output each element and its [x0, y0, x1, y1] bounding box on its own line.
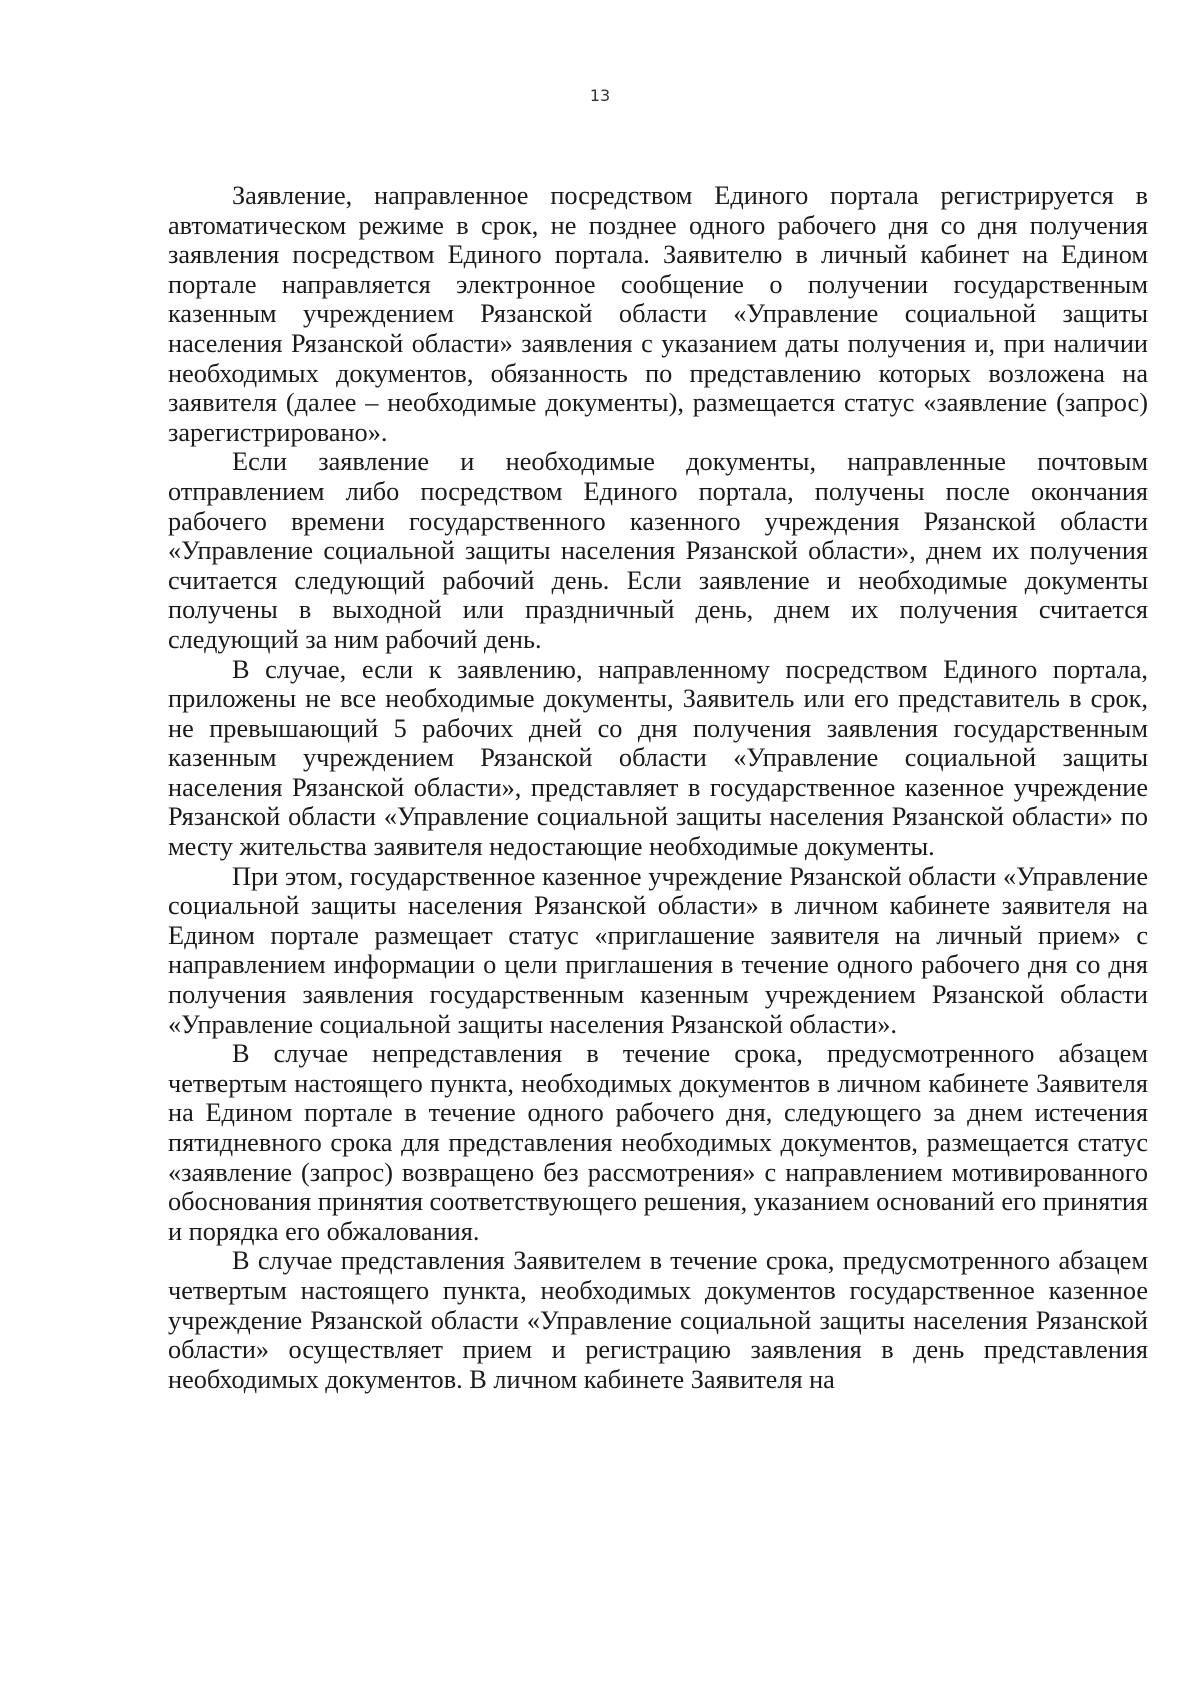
paragraph-registration: Заявление, направленное посредством Единого портала регистрируется в автоматическом режиме в срок, не позднее одного рабочего дня со дня получения заявления посредством Единого портала. Заявителю в личный кабинет на Едином портале направляется электронное сообщение о получении государственным казенным учреждением Рязанской области «Управление социальной защиты населения Рязанской области» заявления с указанием даты получения и, при наличии необходимых документов, обязанность по представлению которых возложена на заявителя (далее – необходимые документы), размещается статус «заявление (запрос) зарегистрировано».: [168, 181, 1148, 447]
paragraph-submission: В случае представления Заявителем в течение срока, предусмотренного абзацем четвертым настоящего пункта, необходимых документов государственное казенное учреждение Рязанской области «Управление социальной защиты населения Рязанской области» осуществляет прием и регистрацию заявления в день представления необходимых документов. В личном кабинете Заявителя на: [168, 1246, 1148, 1394]
paragraph-invitation: При этом, государственное казенное учреждение Рязанской области «Управление социальной защиты населения Рязанской области» в личном кабинете заявителя на Едином портале размещает статус «приглашение заявителя на личный прием» с направлением информации о цели приглашения в течение одного рабочего дня со дня получения заявления государственным казенным учреждением Рязанской области «Управление социальной защиты населения Рязанской области».: [168, 861, 1148, 1039]
paragraph-non-submission: В случае непредставления в течение срока, предусмотренного абзацем четвертым настоящего пункта, необходимых документов в личном кабинете Заявителя на Едином портале в течение одного рабочего дня, следующего за днем истечения пятидневного срока для представления необходимых документов, размещается статус «заявление (запрос) возвращено без рассмотрения» с направлением мотивированного обоснования принятия соответствующего решения, указанием оснований его принятия и порядка его обжалования.: [168, 1039, 1148, 1246]
document-body: [168, 181, 1148, 1394]
paragraph-missing-documents: В случае, если к заявлению, направленному посредством Единого портала, приложены не все необходимые документы, Заявитель или его представитель в срок, не превышающий 5 рабочих дней со дня получения заявления государственным казенным учреждением Рязанской области «Управление социальной защиты населения Рязанской области», представляет в государственное казенное учреждение Рязанской области «Управление социальной защиты населения Рязанской области» по месту жительства заявителя недостающие необходимые документы.: [168, 654, 1148, 862]
paragraph-after-hours: Если заявление и необходимые документы, направленные почтовым отправлением либо посредством Единого портала, получены после окончания рабочего времени государственного казенного учреждения Рязанской области «Управление социальной защиты населения Рязанской области», днем их получения считается следующий рабочий день. Если заявление и необходимые документы получены в выходной или праздничный день, днем их получения считается следующий за ним рабочий день.: [168, 447, 1148, 654]
page-number: 13: [589, 86, 611, 105]
